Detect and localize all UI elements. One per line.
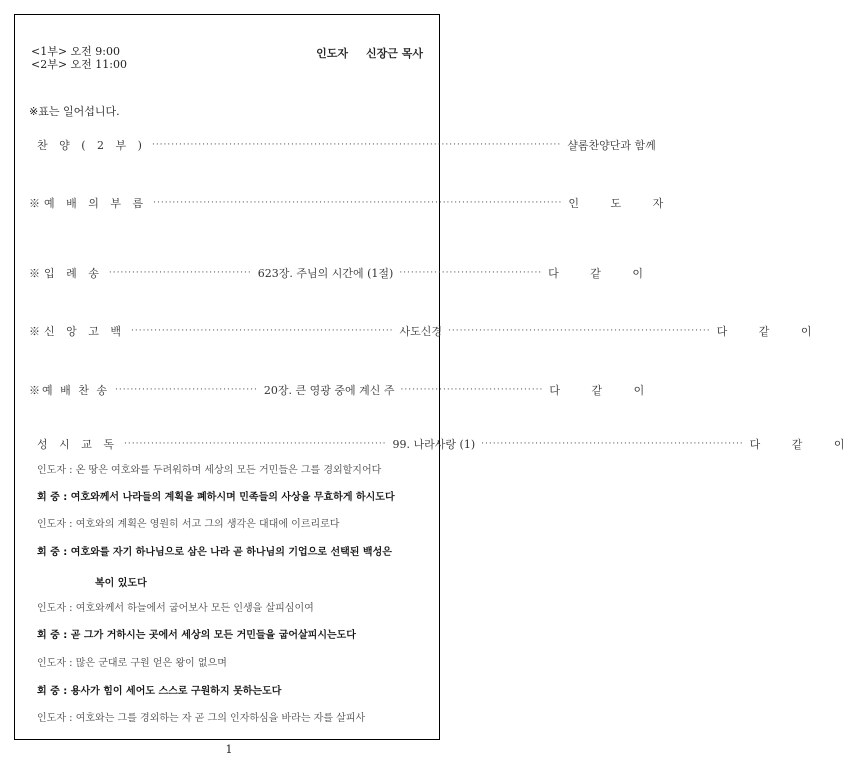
order-label: ※예 배 의 부 름 — [29, 197, 148, 210]
reading-line — [37, 491, 425, 505]
order-content: 사도신경 — [399, 325, 443, 338]
reading-speaker: 회 중 : — [37, 547, 68, 558]
service-time-1: <1부> 오전 9:00 — [31, 45, 121, 58]
leader-dots: ·········································································································· — [151, 140, 562, 150]
order-item-responsive-reading — [37, 436, 859, 452]
leader-dots: ···································································· — [124, 439, 387, 449]
reading-speaker: 인도자 : — [37, 603, 73, 614]
standing-note: ※표는 일어섭니다. — [29, 105, 120, 118]
order-label: ※입 례 송 — [29, 267, 103, 280]
reading-text: 곧 그가 거하시는 곳에서 세상의 모든 거민들을 굽어살피시는도다 — [70, 630, 356, 641]
reading-text: 여호와께서 나라들의 계획을 폐하시며 민족들의 사상을 무효하게 하시도다 — [70, 492, 395, 503]
order-resp: 샬롬찬양단과 함께 — [567, 139, 656, 152]
reading-text: 여호와께서 하늘에서 굽어보사 모든 인생을 살피심이여 — [75, 603, 314, 614]
reading-text: 많은 군대로 구원 얻은 왕이 없으며 — [75, 658, 227, 669]
reading-line — [37, 464, 425, 478]
leader-info — [316, 45, 423, 61]
leader-dots: ····································· — [400, 385, 544, 395]
order-content: 20장. 큰 영광 중에 계신 주 — [263, 384, 395, 397]
leader-label: 인도자 — [316, 47, 349, 60]
leader-dots: ····································· — [115, 385, 258, 395]
order-content: 99. 나라사랑 (1) — [392, 438, 476, 451]
reading-text: 온 땅은 여호와를 두려워하며 세상의 모든 거민들은 그를 경외할지어다 — [75, 465, 382, 476]
reading-speaker: 회 중 : — [37, 492, 68, 503]
reading-line — [37, 546, 425, 560]
order-resp: 다 같 이 — [716, 325, 826, 338]
reading-speaker: 인도자 : — [37, 465, 73, 476]
reading-line — [37, 685, 425, 699]
page-number: 1 — [225, 743, 233, 756]
order-resp: 인 도 자 — [568, 197, 678, 210]
leader-dots: ···································································· — [131, 326, 394, 336]
reading-speaker: 회 중 : — [37, 686, 68, 697]
reading-continuation: 복이 있도다 — [95, 578, 147, 589]
order-label: 성 시 교 독 — [37, 438, 118, 451]
order-item-praise — [37, 137, 656, 153]
order-item-creed — [29, 323, 826, 339]
order-item-call — [29, 195, 678, 211]
order-item-entrance-hymn — [29, 265, 658, 281]
leader-name: 신장근 목사 — [366, 47, 423, 60]
reading-speaker: 인도자 : — [37, 713, 73, 724]
leader-dots: ···································································· — [481, 439, 744, 449]
reading-line — [37, 518, 425, 532]
order-label: ※신 앙 고 백 — [29, 325, 125, 338]
leader-dots: ····································· — [108, 268, 252, 278]
order-resp: 다 같 이 — [749, 438, 859, 451]
reading-text: 용사가 힘이 세어도 스스로 구원하지 못하는도다 — [70, 686, 282, 697]
reading-line — [37, 629, 425, 643]
leader-dots: ···································································· — [448, 326, 711, 336]
reading-speaker: 인도자 : — [37, 658, 73, 669]
order-resp: 다 같 이 — [549, 384, 659, 397]
order-label: 찬 양 ( 2 부 ) — [37, 139, 146, 152]
reading-speaker: 인도자 : — [37, 519, 73, 530]
leader-dots: ·········································································································· — [153, 198, 563, 208]
reading-speaker: 회 중 : — [37, 630, 68, 641]
reading-line — [37, 712, 425, 726]
reading-text: 여호와를 자기 하나님으로 삼은 나라 곧 하나님의 기업으로 선택된 백성은 — [70, 547, 392, 558]
order-content: 623장. 주님의 시간에 (1절) — [257, 267, 394, 280]
order-item-worship-hymn — [29, 382, 659, 398]
reading-text: 여호와는 그를 경외하는 자 곧 그의 인자하심을 바라는 자를 살피사 — [75, 713, 366, 724]
order-resp: 다 같 이 — [548, 267, 658, 280]
order-label: ※예 배 찬 송 — [29, 384, 109, 397]
reading-line — [37, 602, 425, 616]
page-frame — [14, 14, 859, 740]
leader-dots: ····································· — [399, 268, 543, 278]
service-time-2: <2부> 오전 11:00 — [31, 58, 128, 71]
reading-text: 여호와의 계획은 영원히 서고 그의 생각은 대대에 이르리로다 — [75, 519, 340, 530]
reading-line — [37, 657, 425, 671]
